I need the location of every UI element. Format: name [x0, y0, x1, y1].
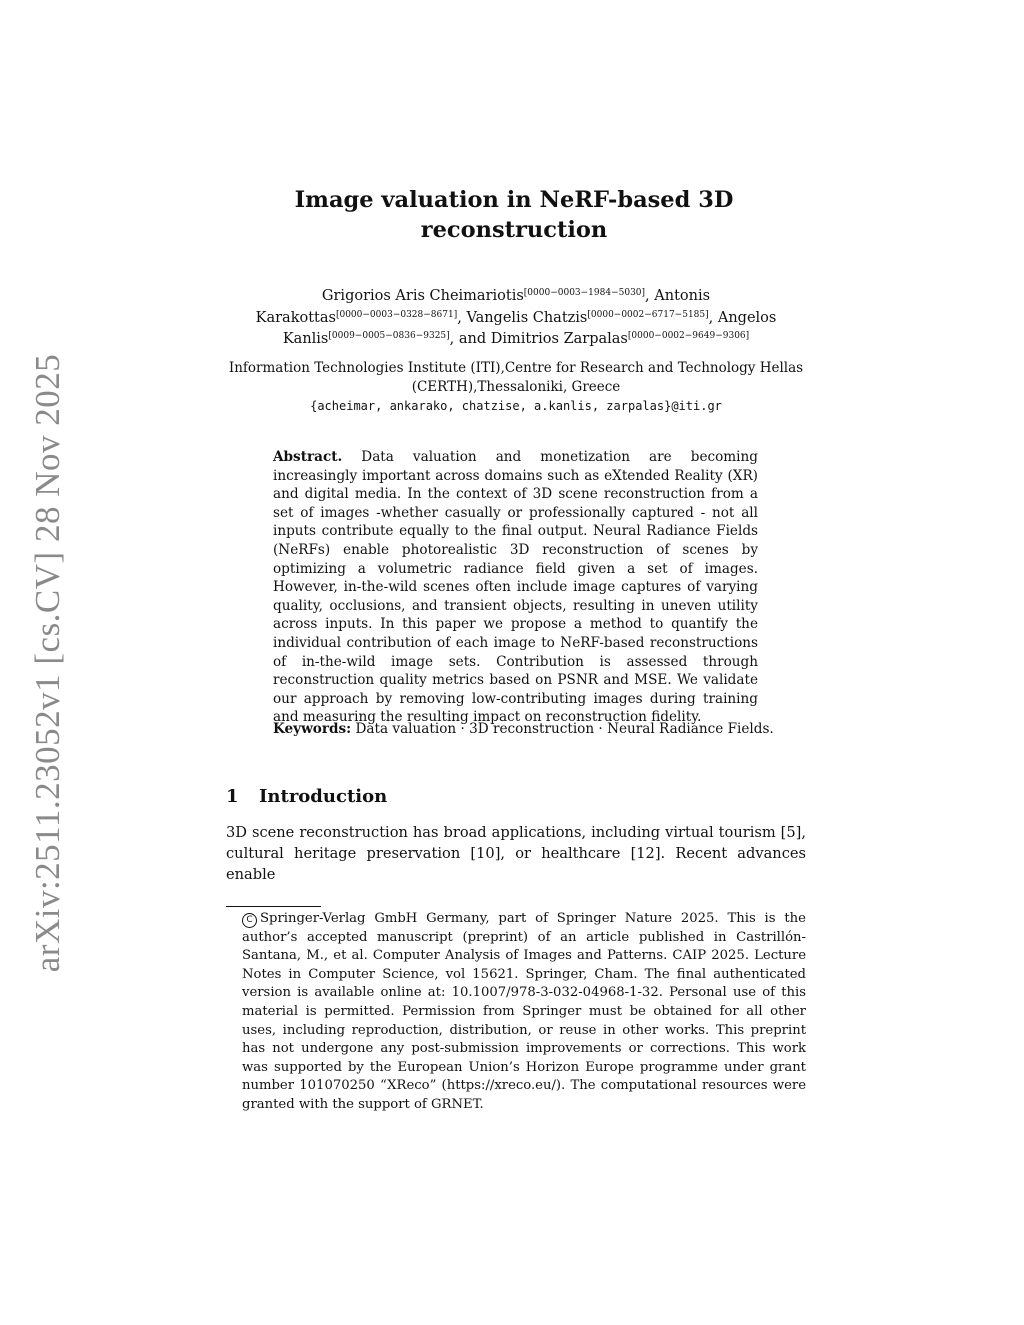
author-list: Grigorios Aris Cheimariotis[0000−0003−1984−5030], Antonis Karakottas[0000−0003−0328−8671], Vangelis Chatzis[0000−0002−6717−5185], Angelos Kanlis[0009−0005−0836−9325], and Dimitrios Zarpalas[0000−0002−9649−9306]	[255, 288, 777, 347]
affiliation-line: Information Technologies Institute (ITI),Centre for Research and Technology Hellas (CERTH),Thessaloniki, Greece	[228, 360, 804, 395]
author-name: Vangelis Chatzis	[466, 309, 588, 326]
author-name: Antonis Karakottas	[255, 288, 711, 326]
abstract-label: Abstract.	[273, 449, 343, 465]
arxiv-side-stamp: arXiv:2511.23052v1 [cs.CV] 28 Nov 2025	[28, 353, 67, 973]
intro-paragraph: 3D scene reconstruction has broad applications, including virtual tourism [5], cultural heritage preservation [10], or healthcare [12]. Recent advances enable	[226, 824, 806, 883]
keywords	[273, 720, 774, 739]
keywords-label: Keywords:	[273, 721, 352, 737]
section-title: Introduction	[259, 786, 388, 807]
author-name: Grigorios Aris Cheimariotis	[321, 288, 524, 304]
copyright-icon: C	[242, 913, 257, 928]
author-orcid: [0000−0002−6717−5185]	[587, 309, 709, 320]
footnote-text: Springer-Verlag GmbH Germany, part of Springer Nature 2025. This is the author’s accepted manuscript (preprint) of an article published in Castrillón-Santana, M., et al. Computer Analysis of Images and Patterns. CAIP 2025. Lecture Notes in Computer Science, vol 15621. Springer, Cham. The final authenticated version is available online at: 10.1007/978-3-032-04968-1-32. Personal use of this material is permitted. Permission from Springer must be obtained for all other uses, including reproduction, distribution, or reuse in other works. This preprint has not undergone any post-submission improvements or corrections. This work was supported by the European Union’s Horizon Europe programme under grant number 101070250 “XReco” (https://xreco.eu/). The computational resources were granted with the support of GRNET.	[242, 911, 806, 1112]
abstract-text: Data valuation and monetization are becoming increasingly important across domains such as eXtended Reality (XR) and digital media. In the context of 3D scene reconstruction from a set of images -whether casually or professionally captured - not all inputs contribute equally to the final output. Neural Radiance Fields (NeRFs) enable photorealistic 3D reconstruction of scenes by optimizing a volumetric radiance field given a set of images. However, in-the-wild scenes often include image captures of varying quality, occlusions, and transient objects, resulting in uneven utility across inputs. In this paper we propose a method to quantify the individual contribution of each image to NeRF-based reconstructions of in-the-wild image sets. Contribution is assessed through reconstruction quality metrics based on PSNR and MSE. We validate our approach by removing low-contributing images during training and measuring the resulting impact on reconstruction fidelity.	[273, 449, 758, 726]
footnote-rule	[226, 906, 321, 907]
author-connector: and	[458, 331, 487, 347]
section-number: 1	[226, 786, 239, 807]
section-heading	[226, 785, 387, 809]
abstract	[273, 448, 758, 727]
author-orcid: [0000−0002−9649−9306]	[627, 331, 750, 341]
author-orcid: [0000−0003−1984−5030]	[523, 288, 646, 298]
footnote	[242, 910, 806, 1115]
author-name: Dimitrios Zarpalas	[490, 331, 628, 347]
author-orcid: [0000−0003−0328−8671]	[335, 309, 458, 320]
author-name: Angelos Kanlis	[282, 309, 777, 347]
affiliation	[226, 359, 806, 416]
paper-title: Image valuation in NeRF-based 3D reconstruction	[294, 187, 734, 243]
author-orcid: [0009−0005−0836−9325]	[328, 331, 450, 341]
keywords-text: Data valuation · 3D reconstruction · Neural Radiance Fields.	[355, 721, 774, 737]
author-emails: {acheimar, ankarako, chatzise, a.kanlis, zarpalas}@iti.gr	[310, 399, 722, 413]
